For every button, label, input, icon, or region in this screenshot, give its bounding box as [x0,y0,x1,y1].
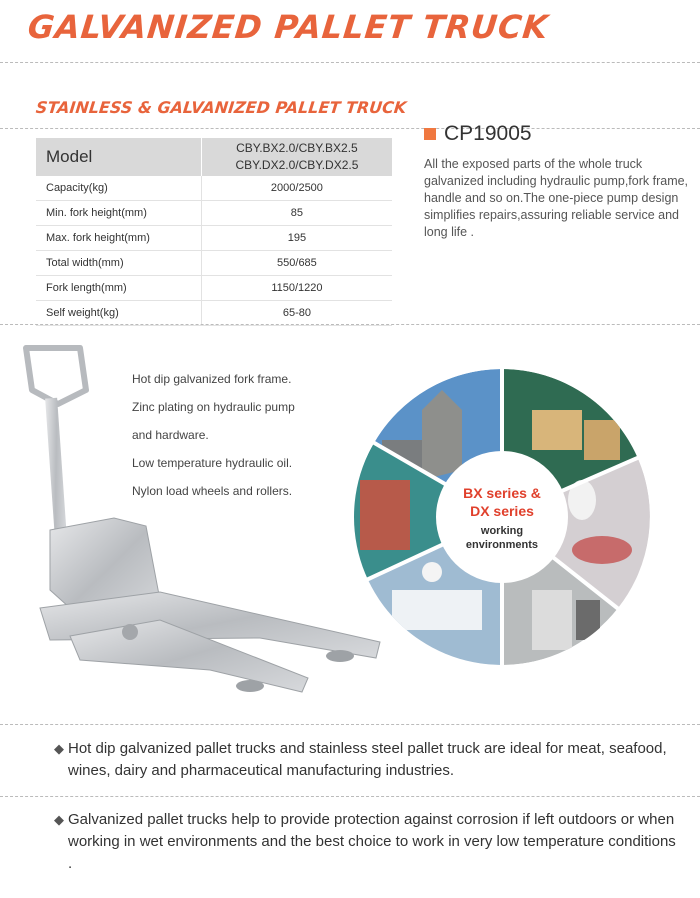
feature-list [132,372,295,512]
product-description: All the exposed parts of the whole truck galvanized including hydraulic pump,fork frame, handle and so on.The one-piece pump design simplifies repairs,assuring reliable service and long life . [424,157,689,239]
spec-table-header [36,138,392,176]
spec-label: Total width(mm) [36,251,201,276]
spec-row [36,301,392,326]
product-summary [424,122,694,241]
spec-table [36,138,392,326]
product-code: CP19005 [444,122,532,145]
divider [0,62,700,63]
wheel-label-line-4: environments [465,539,539,551]
spec-value: 65-80 [201,301,392,326]
spec-row [36,201,392,226]
spec-label: Capacity(kg) [36,176,201,201]
product-heading [424,122,694,146]
bullet-item [54,738,684,782]
wheel-label-line-3: working [480,525,524,537]
orange-square-icon [424,128,436,140]
divider [0,324,700,325]
environments-wheel [352,350,652,684]
spec-label: Min. fork height(mm) [36,201,201,226]
spec-header-value [201,138,392,176]
wheel-label-line-1: BX series & [463,485,541,501]
feature-item: Low temperature hydraulic oil. [132,456,293,470]
spec-label: Fork length(mm) [36,276,201,301]
bullet-item [54,809,684,875]
bullet-text: Galvanized pallet trucks help to provide protection against corrosion if left outdoors or when working in wet environments and the best choice to work in very low temperature conditions . [68,811,676,872]
feature-item: and hardware. [132,428,209,442]
spec-row [36,176,392,201]
bullet-list [54,738,684,889]
divider [0,796,700,797]
spec-row [36,226,392,251]
diamond-bullet-icon: ◆ [54,812,64,827]
divider [0,724,700,725]
spec-label: Max. fork height(mm) [36,226,201,251]
spec-value: 550/685 [201,251,392,276]
spec-row [36,251,392,276]
wheel-label-line-2: DX series [470,503,534,519]
sub-title: STAINLESS & GALVANIZED PALLET TRUCK [35,98,408,117]
spec-value: 1150/1220 [201,276,392,301]
feature-item: Nylon load wheels and rollers. [132,484,293,498]
spec-value: 85 [201,201,392,226]
spec-row [36,276,392,301]
spec-label: Self weight(kg) [36,301,201,326]
model-line-1: CBY.BX2.0/CBY.BX2.5 [236,141,358,155]
spec-value: 195 [201,226,392,251]
main-title: GALVANIZED PALLET TRUCK [26,8,551,46]
feature-item: Hot dip galvanized fork frame. [132,372,292,386]
spec-header-label: Model [36,138,201,176]
model-line-2: CBY.DX2.0/CBY.DX2.5 [235,158,359,172]
feature-item: Zinc plating on hydraulic pump [132,400,295,414]
bullet-text: Hot dip galvanized pallet trucks and stainless steel pallet truck are ideal for meat, seafood, wines, dairy and pharmaceutical manufacturing industries. [68,740,667,779]
diamond-bullet-icon: ◆ [54,741,64,756]
spec-value: 2000/2500 [201,176,392,201]
